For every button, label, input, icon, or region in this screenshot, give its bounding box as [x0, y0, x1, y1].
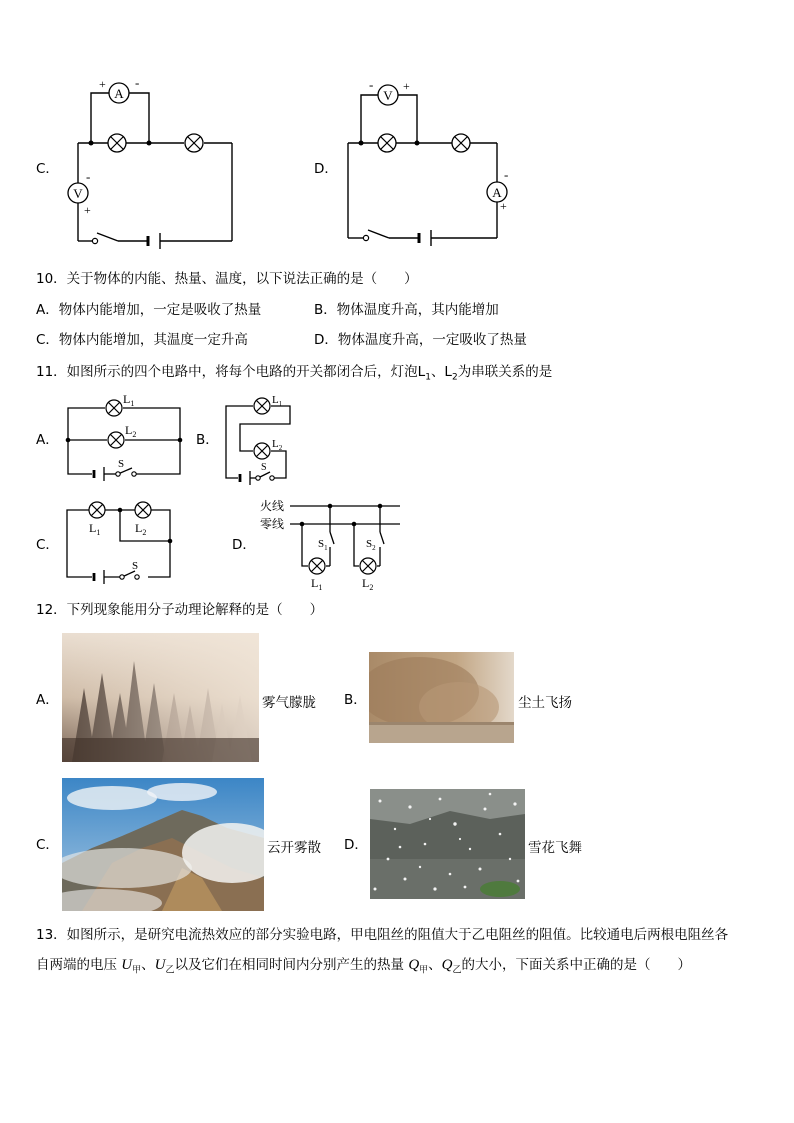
- q10-option-c: C．物体内能增加，其温度一定升高: [36, 332, 248, 348]
- svg-text:+: +: [84, 203, 91, 217]
- q10-option-b: B．物体温度升高，其内能增加: [314, 302, 499, 318]
- svg-text:火线: 火线: [260, 499, 285, 513]
- q12-option-a-caption: 雾气朦胧: [262, 695, 316, 711]
- q11-option-d-label: D．: [232, 537, 256, 553]
- svg-text:A: A: [114, 86, 124, 101]
- svg-text:L1: $L_1$: [272, 394, 283, 408]
- q9-option-c-label: C．: [36, 161, 59, 177]
- q11-circuit-b: [222, 394, 302, 489]
- lamp-icon: [452, 134, 470, 152]
- q11-option-c-label: C．: [36, 537, 59, 553]
- lamp-icon: [378, 134, 396, 152]
- svg-text:L1: $L_1$: [89, 521, 101, 537]
- q11-stem: 11．如图所示的四个电路中，将每个电路的开关都闭合后，灯泡$L_1$、$L_2$为串联关系的是: [36, 364, 553, 383]
- svg-text:L2: $L_2$: [135, 521, 147, 537]
- svg-text:L2: $L_2$: [272, 438, 283, 452]
- svg-text:L1: $L_1$: [311, 576, 323, 592]
- lamp-icon: [254, 398, 270, 414]
- ammeter-icon: [109, 83, 129, 103]
- svg-text:S: S: [261, 462, 267, 473]
- q10-stem: 10．关于物体的内能、热量、温度，以下说法正确的是（ ）: [36, 271, 418, 287]
- q12-option-c-label: C．: [36, 837, 59, 853]
- svg-text:S2: $S_2$: [366, 538, 376, 552]
- svg-text:-: -: [369, 77, 374, 92]
- lamp-icon: [108, 432, 124, 448]
- q11-circuit-a: [62, 394, 192, 484]
- q13-line2: 自两端的电压 $U_甲$、$U_乙$以及它们在相同时间内分别产生的热量 $Q_甲$、$Q_乙$的大小，下面关系中正确的是（ ）: [36, 957, 692, 976]
- svg-text:-: -: [504, 167, 509, 182]
- snowfall-photo: [370, 789, 525, 899]
- svg-text:L1: $L_1$: [123, 392, 135, 408]
- svg-text:V: V: [383, 88, 393, 103]
- svg-text:A: A: [492, 185, 502, 200]
- q11-option-b-label: B．: [196, 432, 219, 448]
- q13-line1: 13．如图所示，是研究电流热效应的部分实验电路，甲电阻丝的阻值大于乙电阻丝的阻值。比较通电后两根电阻丝各: [36, 927, 729, 943]
- svg-text:-: -: [86, 169, 91, 184]
- q12-option-a-label: A．: [36, 692, 59, 708]
- lamp-icon: [309, 558, 325, 574]
- lamp-icon: [254, 443, 270, 459]
- cloudy-mountain-photo: [62, 778, 264, 911]
- q11-circuit-c: [62, 498, 182, 584]
- svg-text:零线: 零线: [260, 517, 285, 531]
- lamp-icon: [106, 400, 122, 416]
- svg-text:S: S: [118, 458, 125, 470]
- svg-text:L2: $L_2$: [125, 423, 137, 439]
- q12-option-d-label: D．: [344, 837, 368, 853]
- svg-text:V: V: [73, 186, 83, 201]
- q9-option-d-label: D．: [314, 161, 338, 177]
- svg-text:L2: $L_2$: [362, 576, 374, 592]
- svg-text:-: -: [135, 75, 140, 90]
- lamp-icon: [135, 502, 151, 518]
- foggy-forest-photo: [62, 633, 259, 762]
- svg-text:+: +: [99, 77, 106, 91]
- q9-circuit-d: [340, 76, 520, 251]
- svg-text:+: +: [500, 199, 507, 213]
- q11-option-a-label: A．: [36, 432, 59, 448]
- svg-text:S: S: [132, 560, 139, 572]
- lamp-icon: [360, 558, 376, 574]
- voltmeter-icon: [68, 183, 88, 203]
- svg-text:S1: $S_1$: [318, 538, 328, 552]
- q12-option-b-label: B．: [344, 692, 367, 708]
- q11-circuit-d: [258, 494, 408, 592]
- lamp-icon: [108, 134, 126, 152]
- q9-circuit-c: [60, 76, 240, 251]
- q10-option-d: D．物体温度升高，一定吸收了热量: [314, 332, 527, 348]
- voltmeter-icon: [378, 85, 398, 105]
- q10-option-a: A．物体内能增加，一定是吸收了热量: [36, 302, 262, 318]
- q12-option-d-caption: 雪花飞舞: [528, 840, 582, 856]
- lamp-icon: [185, 134, 203, 152]
- q12-stem: 12．下列现象能用分子动理论解释的是（ ）: [36, 602, 324, 618]
- q12-option-c-caption: 云开雾散: [267, 840, 321, 856]
- svg-text:+: +: [403, 79, 410, 93]
- dust-storm-photo: [369, 652, 514, 743]
- q12-option-b-caption: 尘土飞扬: [518, 695, 572, 711]
- lamp-icon: [89, 502, 105, 518]
